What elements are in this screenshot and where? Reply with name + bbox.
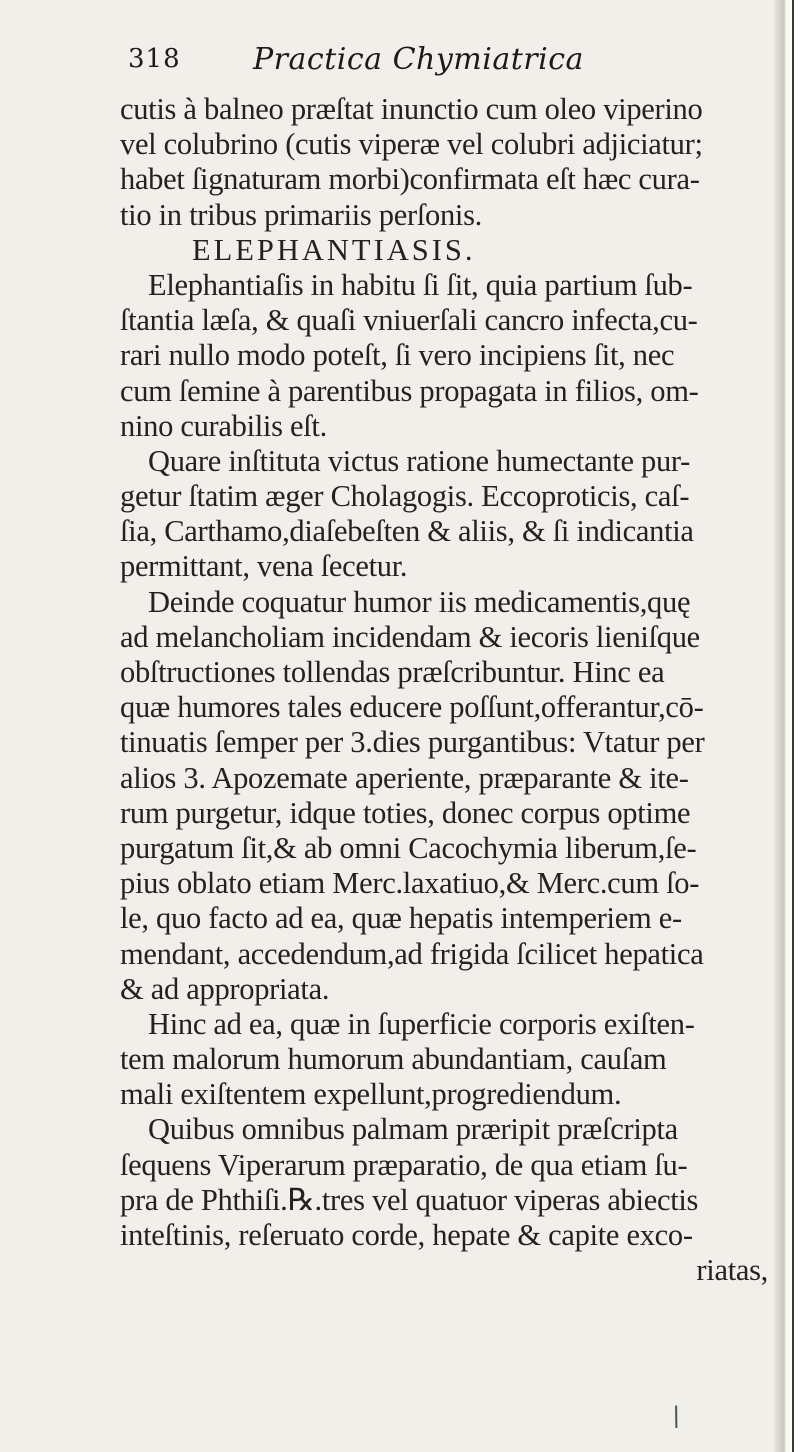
body-text (120, 92, 768, 1288)
text-line: cutis à balneo præſtat inunctio cum oleo viperino (120, 92, 703, 126)
section-heading: ELEPHANTIASIS. (192, 232, 476, 267)
text-line: habet ſignaturam morbi)confirmata eſt hæc cura- (120, 162, 700, 197)
text-line: & ad appropriata. (120, 971, 330, 1006)
text-line: permittant, vena ſecetur. (120, 549, 408, 584)
text-line: mali exiſtentem expellunt,progrediendum. (120, 1077, 622, 1112)
stray-ink-mark: / (667, 1401, 686, 1433)
page-edge-rule (792, 0, 794, 1452)
text-line: pra de Phthiſi.℞.tres vel quatuor viperas abiectis (120, 1182, 699, 1217)
text-line: nino curabilis eſt. (120, 408, 327, 443)
text-line: ad melancholiam incidendam & iecoris lieniſque (120, 619, 700, 654)
text-line: alios 3. Apozemate aperiente, præparante & ite- (120, 760, 689, 795)
running-title: Practica Chymiatrica (253, 42, 584, 77)
text-line: tem malorum humorum abundantiam, cauſam (120, 1042, 667, 1077)
text-line: obſtructiones tollendas præſcribuntur. Hinc ea (120, 655, 665, 689)
text-line: Hinc ad ea, quæ in ſuperficie corporis exiſten- (148, 1006, 695, 1041)
text-line: mendant, accedendum,ad frigida ſcilicet hepatica (120, 936, 704, 971)
text-line: le, quo facto ad ea, quæ hepatis intemperiem e- (120, 901, 682, 936)
text-line: Quibus omnibus palmam præripit præſcripta (148, 1112, 678, 1147)
text-line: ſia, Carthamo,diaſebeſten & aliis, & ſi indicantia (120, 514, 694, 549)
text-line: Deinde coquatur humor iis medicamentis,quę (148, 584, 691, 619)
page-edge-shadow (774, 0, 800, 1452)
text-line: purgatum ſit,& ab omni Cacochymia liberum,ſe- (120, 830, 697, 865)
page-number: 318 (128, 44, 181, 74)
text-line: ſequens Viperarum præparatio, de qua etiam ſu- (120, 1147, 688, 1182)
text-line: rari nullo modo poteſt, ſi vero incipiens ſit, nec (120, 338, 675, 373)
text-line: quæ humores tales educere poſſunt,offerantur,cō- (120, 690, 704, 725)
text-line: ſtantia læſa, & quaſi vniuerſali cancro infecta,cu- (120, 303, 698, 338)
text-line: pius oblato etiam Merc.laxatiuo,& Merc.cum ſo- (120, 866, 700, 901)
catchword: riatas, (696, 1253, 768, 1288)
text-line: inteſtinis, reſeruato corde, hepate & capite exco- (120, 1218, 693, 1252)
text-line: rum purgetur, idque toties, donec corpus optime (120, 795, 691, 830)
text-line: cum ſemine à parentibus propagata in filios, om- (120, 373, 699, 408)
page-header (128, 36, 648, 86)
text-line: vel colubrino (cutis viperæ vel colubri adjiciatur; (120, 127, 703, 162)
text-line: Quare inſtituta victus ratione humectante pur- (148, 443, 691, 478)
text-line: Elephantiaſis in habitu ſi ſit, quia partium ſub- (148, 267, 693, 302)
text-line: getur ſtatim æger Cholagogis. Eccoproticis, caſ- (120, 479, 690, 514)
text-line: tio in tribus primariis perſonis. (120, 197, 482, 232)
text-line: tinuatis ſemper per 3.dies purgantibus: Vtatur per (120, 725, 705, 760)
